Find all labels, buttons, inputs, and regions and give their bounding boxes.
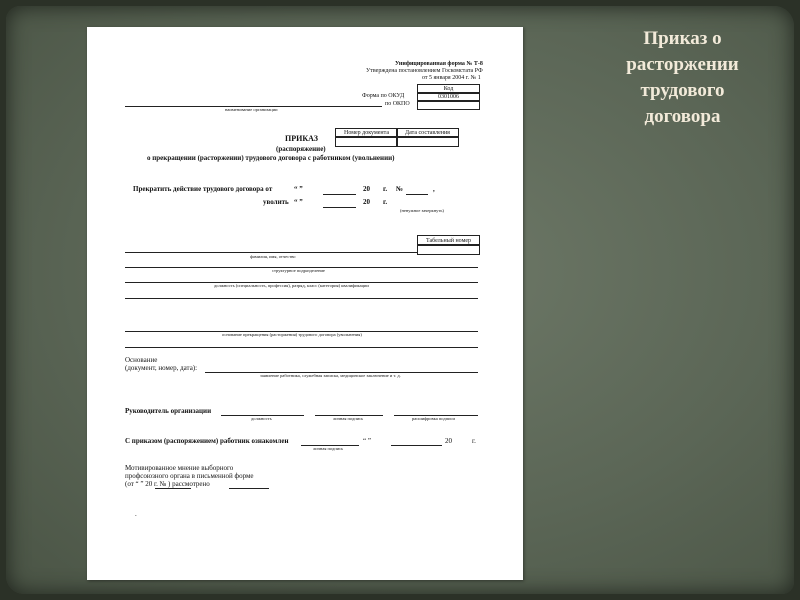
position-line-2 [125, 298, 478, 299]
union-line-3: (от “ ” 20 г. № ) рассмотрено [125, 480, 210, 488]
code-header: Код [417, 84, 480, 94]
dept-caption: структурное подразделение [272, 268, 325, 273]
union-line-2: профсоюзного органа в письменной форме [125, 472, 254, 480]
okud-label: Форма по ОКУД [362, 93, 405, 99]
head-decoding-caption: расшифровка подписи [412, 416, 455, 421]
dismiss-note: (ненужное зачеркнуть) [400, 208, 444, 213]
basis-label: Основание [125, 356, 158, 364]
form-approval: Утверждена постановлением Госкомстата РФ [366, 68, 483, 74]
order-title: ПРИКАЗ [285, 134, 318, 143]
doc-number-header: Номер документа [335, 128, 398, 138]
basis-sublabel: (документ, номер, дата): [125, 364, 198, 372]
terminate-comma: , [433, 185, 435, 193]
doc-number-value [335, 136, 398, 147]
union-number-line [229, 488, 269, 489]
dismiss-label: уволить [263, 198, 289, 206]
okpo-label: по ОКПО [385, 101, 410, 107]
dismiss-year-suffix: г. [383, 198, 388, 206]
okpo-value [417, 100, 480, 110]
okud-value: 0301006 [417, 92, 480, 102]
order-purpose: о прекращении (расторжении) трудового договора с работником (увольнении) [147, 154, 395, 162]
terminate-year-suffix: г. [383, 185, 388, 193]
dismiss-quotes: “ ” [294, 198, 303, 206]
dismiss-year: 20 [363, 198, 370, 206]
acquainted-quotes: “ ” [363, 437, 371, 445]
doc-date-value [396, 136, 459, 147]
fio-caption: фамилия, имя, отчество [250, 254, 296, 259]
acquainted-label: С приказом (распоряжением) работник ознакомлен [125, 437, 289, 445]
slide-title: Приказ о расторжении трудового договора [626, 28, 739, 127]
reason-caption: основание прекращения (расторжения) трудового договора (увольнения) [222, 332, 362, 337]
union-line-1: Мотивированное мнение выборного [125, 464, 234, 472]
form-name: Унифицированная форма № Т-8 [395, 61, 483, 67]
fio-line [125, 252, 417, 253]
acquainted-month-line [391, 445, 442, 446]
tab-number-value [417, 244, 480, 255]
tab-number-header: Табельный номер [417, 235, 480, 246]
dismiss-month-line [323, 207, 356, 208]
head-position-caption: должность [251, 416, 272, 421]
head-label: Руководитель организации [125, 407, 212, 415]
form-approval-date: от 5 января 2004 г. № 1 [422, 75, 481, 81]
organization-caption: наименование организации [225, 107, 278, 112]
terminate-year: 20 [363, 185, 370, 193]
position-caption: должность (специальность, профессия), разряд, класс (категория) квалификации [214, 283, 369, 288]
acquainted-year: 20 [445, 437, 452, 445]
head-signature-caption: личная подпись [333, 416, 364, 421]
terminate-number-sign: № [396, 185, 404, 193]
doc-date-header: Дата составления [396, 128, 459, 138]
terminate-month-line [323, 194, 356, 195]
order-subtitle: (распоряжение) [276, 145, 326, 153]
acquainted-signature-caption: личная подпись [313, 446, 344, 451]
terminate-quotes: “ ” [294, 185, 303, 193]
acquainted-year-suffix: г. [472, 437, 476, 445]
terminate-number-line [406, 194, 428, 195]
document-page [87, 27, 523, 580]
terminate-label: Прекратить действие трудового договора от [133, 185, 273, 193]
reason-line-2 [125, 347, 478, 348]
union-month-line [155, 488, 191, 489]
stray-dot: . [135, 510, 137, 518]
basis-caption: заявление работника, служебная записка, медицинское заключение и т. д. [260, 373, 401, 378]
